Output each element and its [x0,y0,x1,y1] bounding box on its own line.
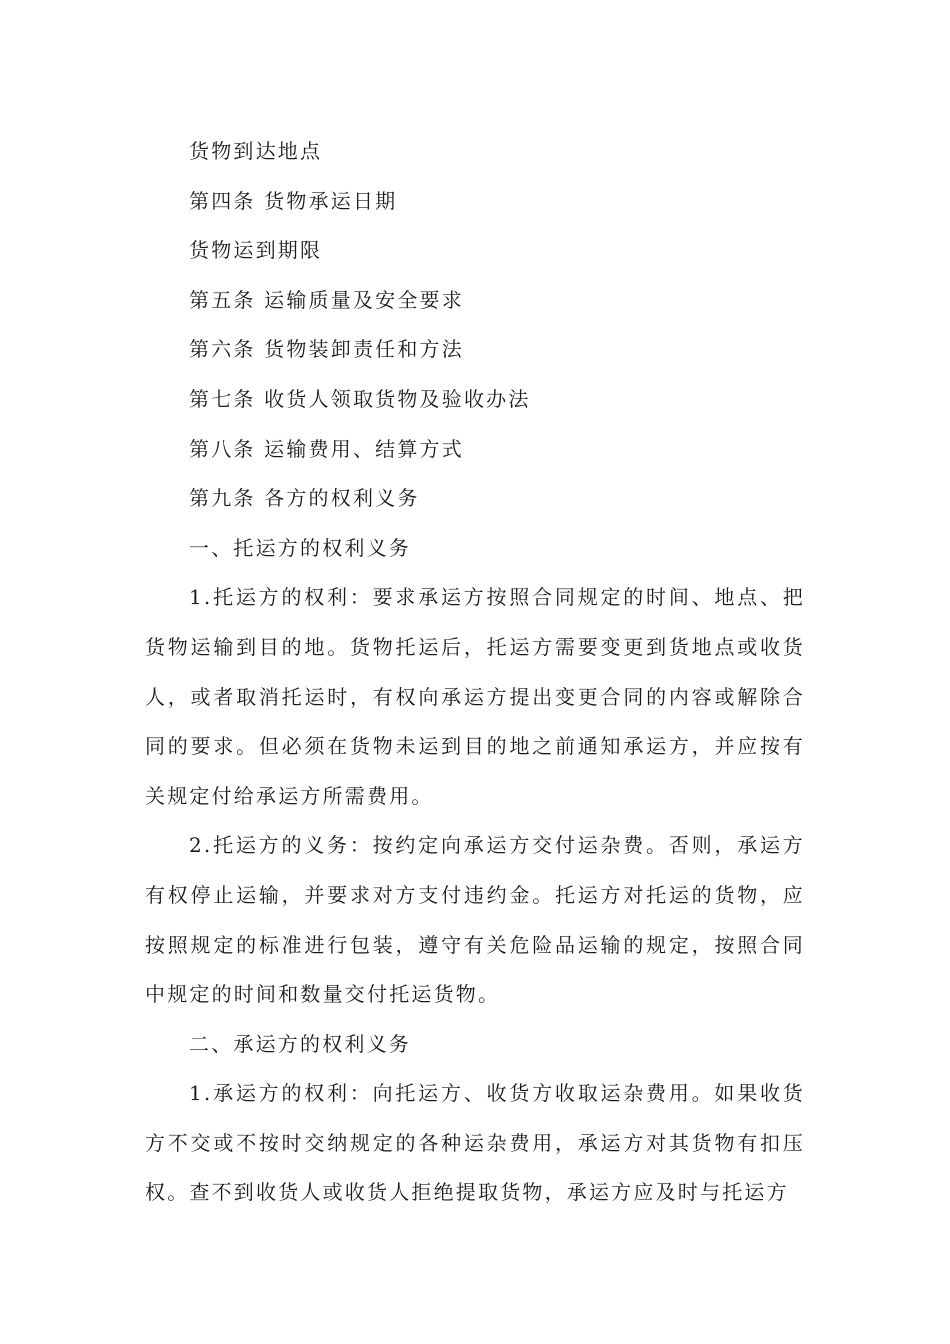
article-8-heading: 第八条 运输费用、结算方式 [189,436,464,461]
section-carrier-heading: 二、承运方的权利义务 [189,1031,411,1056]
paragraph-carrier-rights: 1.承运方的权利：向托运方、收货方收取运杂费用。如果收货方不交或不按时交纳规定的各种运杂费用，承运方对其货物有扣压权。查不到收货人或收货人拒绝提取货物，承运方应及时与托运方 [145,1081,805,1205]
line-arrival-location: 货物到达地点 [189,139,323,163]
line-delivery-deadline: 货物运到期限 [189,238,323,263]
paragraph-consignor-rights: 1.托运方的权利：要求承运方按照合同规定的时间、地点、把货物运输到目的地。货物托运后，托运方需要变更到货地点或收货人，或者取消托运时，有权向承运方提出变更合同的内容或解除合同的要求。但必须在货物未运到目的地之前通知承运方，并应按有关规定付给承运方所需费用。 [145,585,805,808]
paragraph-consignor-obligations: 2.托运方的义务：按约定向承运方交付运杂费。否则，承运方有权停止运输，并要求对方支付违约金。托运方对托运的货物，应按照规定的标准进行包装，遵守有关危险品运输的规定，按照合同中规定的时间和数量交付托运货物。 [145,833,805,1007]
article-6-heading: 第六条 货物装卸责任和方法 [189,337,464,362]
article-5-heading: 第五条 运输质量及安全要求 [189,287,464,312]
article-7-heading: 第七条 收货人领取货物及验收办法 [189,386,531,411]
section-consignor-heading: 一、托运方的权利义务 [189,535,411,560]
article-9-heading: 第九条 各方的权利义务 [189,486,420,511]
document-body [145,127,805,1218]
article-4-heading: 第四条 货物承运日期 [189,188,398,213]
